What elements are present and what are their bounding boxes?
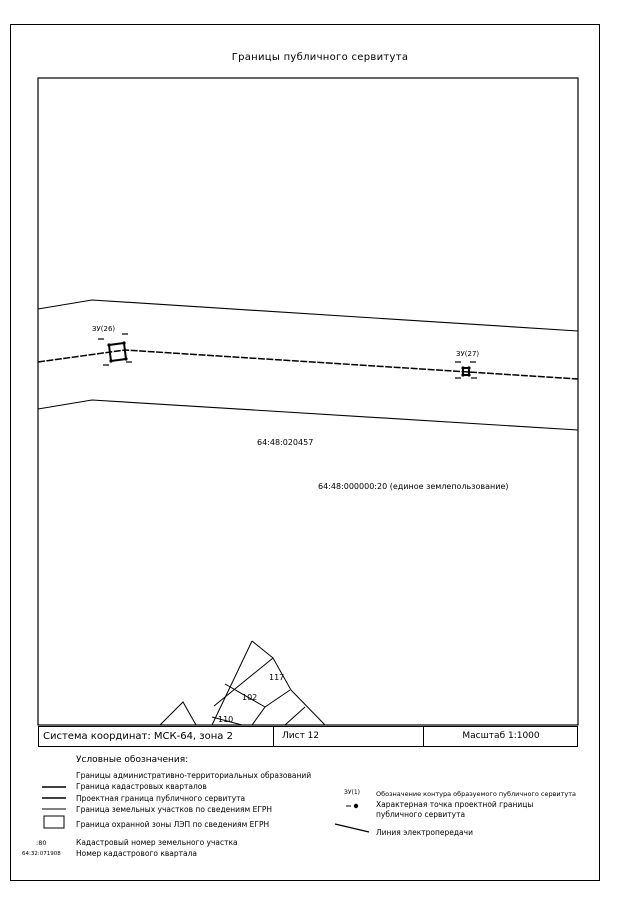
zone-lower-boundary <box>38 400 578 430</box>
unified-parcel-label: 64:48:000000:20 (единое землепользование) <box>318 482 509 491</box>
legend-title: Условные обозначения: <box>76 755 189 765</box>
symbol-quarter-number: 64:32:071908 <box>22 851 61 857</box>
legend-item-egrn-parcels: Граница земельных участков по сведениям ЕГРН <box>76 805 273 814</box>
zone-label-zu27: ЗУ(27) <box>456 350 480 358</box>
power-line <box>38 350 578 379</box>
sheet-number: Лист 12 <box>273 727 423 746</box>
scale: Масштаб 1:1000 <box>423 727 578 746</box>
info-row <box>38 726 578 747</box>
land-parcels <box>160 641 325 725</box>
lot-label-110: 110 <box>218 715 234 724</box>
legend-item-point: Характерная точка проектной границы публичного сервитута <box>376 800 534 819</box>
legend-item-quarters: Граница кадастровых кварталов <box>76 782 207 791</box>
legend-item-quarter-number: Номер кадастрового квартала <box>76 849 197 858</box>
parcel-number: 64:48:020457 <box>257 438 314 447</box>
lot-label-102: 102 <box>242 693 258 702</box>
legend-item-contour: Обозначение контура образуемого публичного сервитута <box>376 790 577 798</box>
page-title: Границы публичного сервитута <box>231 52 409 63</box>
symbol-parcel-number: :80 <box>36 839 47 847</box>
legend-symbols <box>40 785 70 835</box>
zone-upper-boundary <box>38 300 578 331</box>
legend-item-parcel-number: Кадастровый номер земельного участка <box>76 838 238 847</box>
servitude-contour-zu27 <box>455 362 477 378</box>
lot-label-117: 117 <box>269 673 285 682</box>
legend-item-protection-zone: Граница охранной зоны ЛЭП по сведениям ЕГРН <box>76 820 270 829</box>
zone-label-zu26: ЗУ(26) <box>92 325 116 333</box>
legend-item-admin: Границы административно-территориальных образований <box>76 771 312 780</box>
legend-item-power-line: Линия электропередачи <box>376 828 473 837</box>
symbol-contour: ЗУ(1) <box>344 789 361 796</box>
characteristic-point-icon <box>344 801 364 811</box>
coordinate-system: Система координат: МСК-64, зона 2 <box>43 731 233 742</box>
power-line-symbol <box>333 822 373 836</box>
legend-item-servitude: Проектная граница публичного сервитута <box>76 794 246 803</box>
